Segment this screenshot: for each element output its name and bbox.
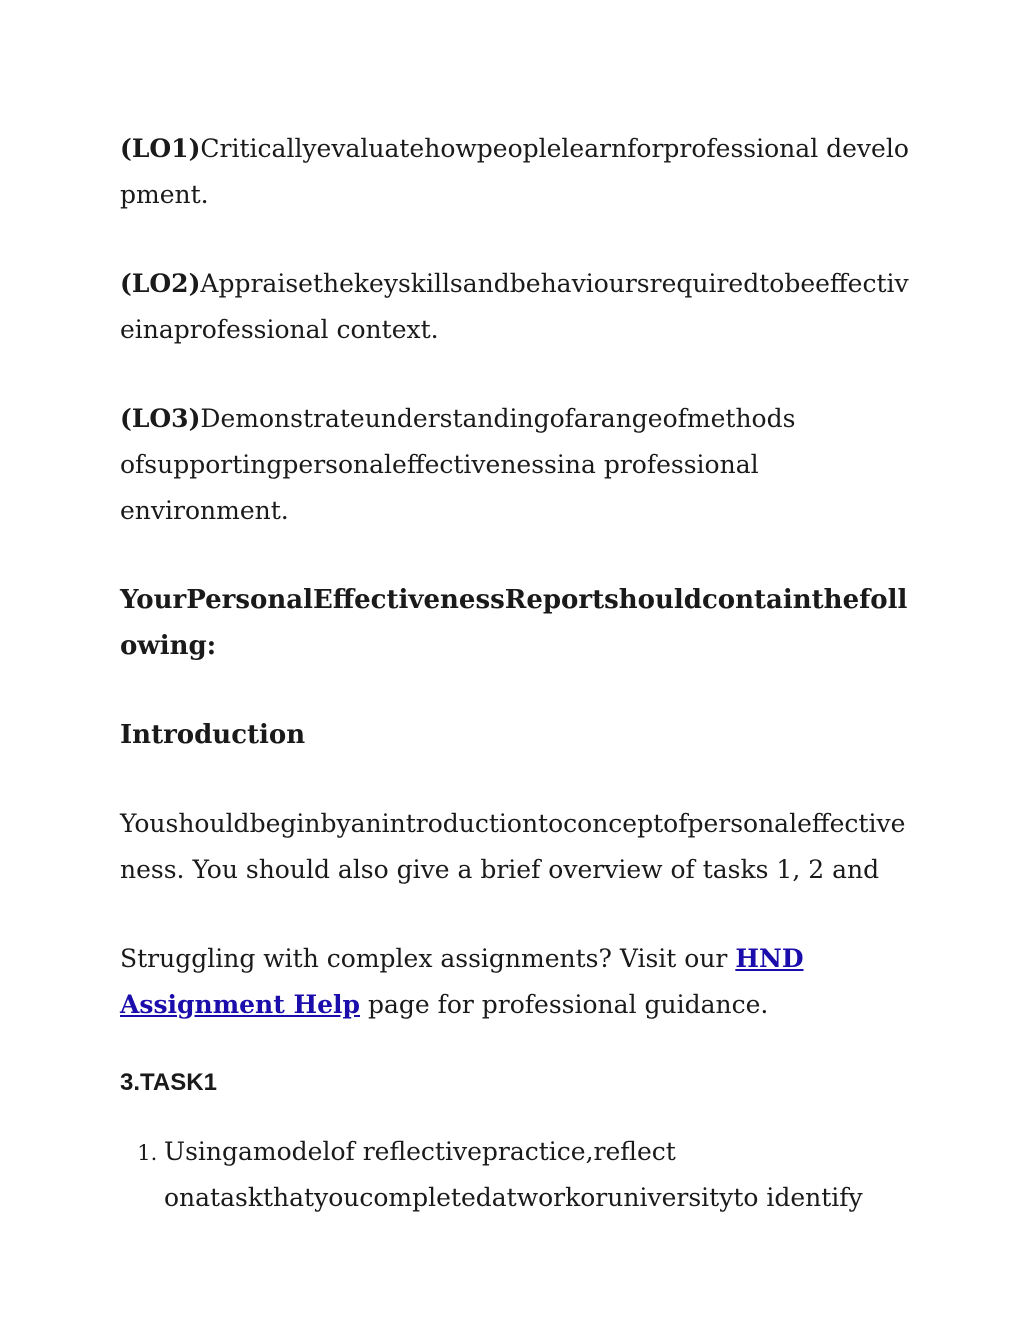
objective-code: (LO1) — [120, 134, 201, 163]
objective-lo3 — [120, 396, 910, 534]
introduction-heading: Introduction — [120, 720, 306, 750]
report-heading: YourPersonalEffectivenessReportshouldcontainthefollowing: — [120, 585, 908, 661]
objective-lo2 — [120, 261, 910, 353]
objective-lo1 — [120, 126, 910, 218]
hnd-assignment-help-link[interactable]: HND Assignment Help — [120, 944, 804, 1019]
objective-text: Demonstrateunderstandingofarangeofmethods ofsupportingpersonaleffectivenessina professional environment. — [120, 404, 796, 525]
objective-text: Criticallyevaluatehowpeoplelearnforprofessional development. — [120, 134, 909, 209]
objective-code: (LO3) — [120, 404, 201, 433]
introduction-body: Youshouldbeginbyanintroductiontoconceptofpersonaleffectiveness. You should also give a brief overview of tasks 1, 2 and — [120, 809, 906, 884]
document-page — [120, 126, 910, 1221]
objective-code: (LO2) — [120, 269, 201, 298]
task-list-item: 1. Usingamodelof reflectivepractice,reflect onataskthatyoucompletedatworkoruniversityto identify — [164, 1129, 910, 1221]
task-heading: 3.TASK1 — [120, 1069, 217, 1096]
promo-suffix: page for professional guidance. — [360, 990, 769, 1019]
promo-prefix: Struggling with complex assignments? Visit our — [120, 944, 736, 973]
task-list — [120, 1129, 910, 1221]
objective-text: Appraisethekeyskillsandbehavioursrequiredtobeeffectiveinaprofessional context. — [120, 269, 909, 344]
promo-paragraph — [120, 936, 910, 1028]
